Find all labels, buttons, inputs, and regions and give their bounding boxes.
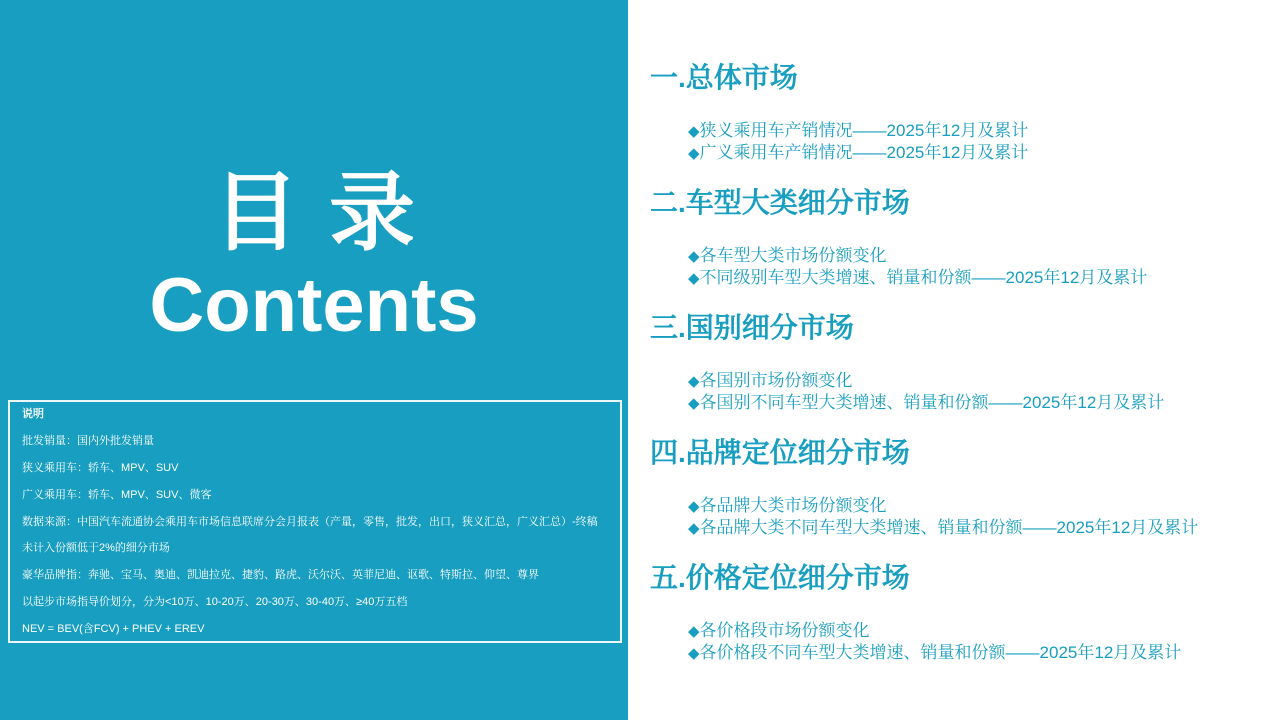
note-line: 批发销量：国内外批发销量: [22, 434, 154, 447]
toc-item: [688, 120, 1272, 142]
toc-item: [688, 392, 1272, 414]
diamond-bullet-icon: ◆: [688, 373, 700, 390]
toc-item-label: 狭义乘用车产销情况——2025年12月及累计: [699, 121, 1029, 140]
toc-item-label: 各品牌大类市场份额变化: [699, 496, 887, 515]
toc-item: [688, 642, 1272, 664]
note-line: 未计入份额低于2%的细分市场: [22, 542, 170, 555]
notes-header: 说明: [22, 408, 44, 420]
toc-item-label: 各价格段市场份额变化: [699, 621, 870, 640]
toc-section-title: 三.国别细分市场: [650, 312, 854, 343]
toc-section-4: [650, 437, 1272, 539]
diamond-bullet-icon: ◆: [688, 248, 700, 265]
diamond-bullet-icon: ◆: [688, 520, 700, 537]
toc-section-title: 二.车型大类细分市场: [650, 187, 910, 218]
diamond-bullet-icon: ◆: [688, 145, 700, 162]
slide-title-english: Contents: [149, 263, 479, 349]
toc-section-1: [650, 62, 1272, 164]
diamond-bullet-icon: ◆: [688, 395, 700, 412]
toc-section-5: [650, 562, 1272, 664]
toc-item-label: 各国别不同车型大类增速、销量和份额——2025年12月及累计: [699, 393, 1165, 412]
toc-item: [688, 142, 1272, 164]
note-line: 数据来源：中国汽车流通协会乘用车市场信息联席分会月报表（产量，零售，批发，出口，狭义汇总，广义汇总）-终稿: [22, 515, 598, 528]
toc-section-title: 一.总体市场: [650, 62, 798, 93]
diamond-bullet-icon: ◆: [688, 498, 700, 515]
toc-item: [688, 517, 1272, 539]
toc-section-title: 四.品牌定位细分市场: [650, 437, 910, 468]
notes-box: [8, 400, 622, 643]
slide-title-chinese: 目录: [212, 165, 446, 261]
toc-section-title: 五.价格定位细分市场: [650, 562, 910, 593]
note-line: 狭义乘用车：轿车、MPV、SUV: [22, 461, 179, 474]
diamond-bullet-icon: ◆: [688, 645, 700, 662]
diamond-bullet-icon: ◆: [688, 623, 700, 640]
toc-section-3: [650, 312, 1272, 414]
toc-item-label: 各国别市场份额变化: [699, 371, 853, 390]
note-line: 广义乘用车：轿车、MPV、SUV、微客: [22, 488, 212, 501]
toc-item-label: 不同级别车型大类增速、销量和份额——2025年12月及累计: [699, 268, 1148, 287]
toc-item: [688, 495, 1272, 517]
toc-item: [688, 267, 1272, 289]
toc-item: [688, 245, 1272, 267]
toc-cover-panel: [0, 0, 628, 720]
toc-item: [688, 620, 1272, 642]
note-line: 豪华品牌指：奔驰、宝马、奥迪、凯迪拉克、捷豹、路虎、沃尔沃、英菲尼迪、讴歌、特斯拉、仰望、尊界: [22, 569, 539, 582]
note-line: NEV = BEV(含FCV) + PHEV + EREV: [22, 623, 205, 635]
toc-item-label: 广义乘用车产销情况——2025年12月及累计: [699, 143, 1029, 162]
diamond-bullet-icon: ◆: [688, 270, 700, 287]
toc-item-label: 各价格段不同车型大类增速、销量和份额——2025年12月及累计: [699, 643, 1182, 662]
toc-item: [688, 370, 1272, 392]
note-line: 以起步市场指导价划分，分为<10万、10-20万、20-30万、30-40万、≥40万五档: [22, 596, 408, 609]
toc-item-label: 各品牌大类不同车型大类增速、销量和份额——2025年12月及累计: [699, 518, 1199, 537]
toc-item-label: 各车型大类市场份额变化: [699, 246, 887, 265]
toc-section-2: [650, 187, 1272, 289]
diamond-bullet-icon: ◆: [688, 123, 700, 140]
toc-list-panel: [628, 0, 1280, 720]
